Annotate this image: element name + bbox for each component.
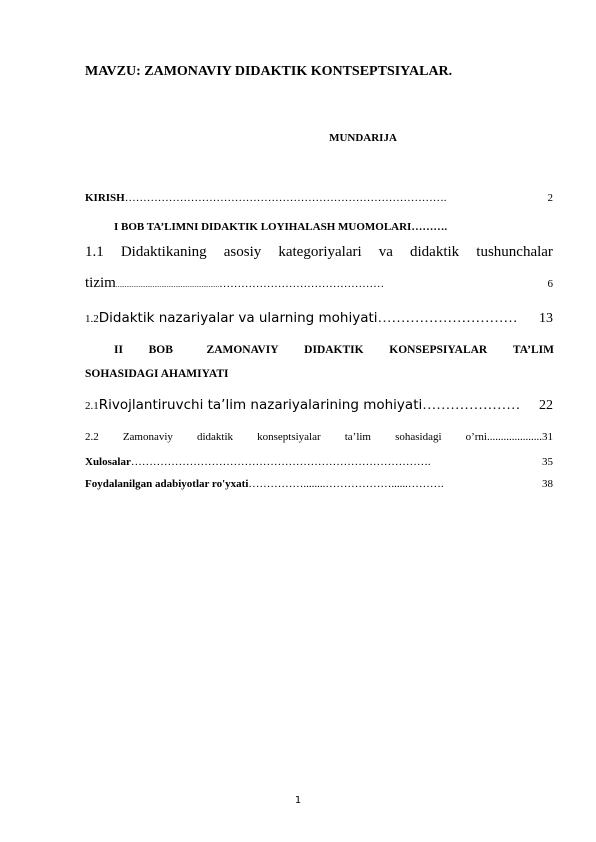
toc-word: sohasidagi bbox=[395, 431, 442, 443]
toc-entry-chapter-1[interactable] bbox=[114, 221, 554, 233]
toc-leader-dots: ………………………… bbox=[377, 311, 518, 326]
toc-page-number: 2 bbox=[547, 192, 553, 204]
toc-entry-chapter-2[interactable] bbox=[114, 344, 554, 356]
toc-leader-dots: ………. bbox=[411, 221, 448, 233]
toc-word: didaktik bbox=[196, 431, 234, 443]
toc-entry-label: tizim bbox=[85, 275, 116, 291]
toc-entry-label: Foydalanilgan adabiyotlar ro'yxati bbox=[85, 478, 249, 490]
toc-entry-section-2-1[interactable] bbox=[85, 397, 553, 414]
toc-word: kategoriyalari bbox=[278, 244, 362, 260]
toc-page-number: 22 bbox=[539, 398, 553, 413]
toc-word: ta’lim bbox=[344, 431, 371, 443]
toc-heading: MUNDARIJA bbox=[329, 132, 397, 144]
toc-page-number: 38 bbox=[542, 478, 553, 490]
toc-word: II bbox=[114, 344, 123, 356]
toc-entry-section-2-2[interactable] bbox=[85, 431, 553, 443]
toc-word: BOB bbox=[148, 344, 173, 356]
toc-word: didaktik bbox=[410, 244, 460, 260]
toc-entry-label: KIRISH bbox=[85, 192, 125, 204]
toc-leader-dots: ........................................................... bbox=[115, 281, 220, 289]
toc-word: 2.2 bbox=[85, 431, 99, 443]
toc-word: DIDAKTIK bbox=[304, 344, 364, 356]
toc-leader-dots: ………………………………………………………………………. bbox=[130, 456, 431, 468]
toc-entry-label: Didaktik nazariyalar va ularning mohiyati bbox=[98, 310, 378, 326]
page-number: 1 bbox=[294, 795, 302, 806]
toc-entry-label: I BOB TA’LIMNI DIDAKTIK LOYIHALASH MUOMOLARI bbox=[114, 221, 412, 233]
toc-entry-section-1-1[interactable] bbox=[85, 244, 553, 261]
toc-entry-label: Xulosalar bbox=[85, 456, 131, 468]
toc-entry-number: 1.2 bbox=[85, 313, 99, 325]
toc-entry-section-1-1-continued[interactable] bbox=[85, 275, 553, 292]
toc-page-number: 35 bbox=[542, 456, 553, 468]
toc-word: ZAMONAVIY bbox=[206, 344, 279, 356]
toc-word: TA’LIM bbox=[512, 344, 554, 356]
toc-word: Didaktikaning bbox=[120, 244, 207, 260]
toc-entry-adabiyotlar[interactable] bbox=[85, 478, 553, 490]
toc-word: va bbox=[378, 244, 393, 260]
toc-word: o’rni....................31 bbox=[465, 431, 553, 443]
toc-leader-dots: ……………………………………………………………………………. bbox=[124, 192, 447, 204]
toc-word: konseptsiyalar bbox=[257, 431, 321, 443]
toc-page-number: 13 bbox=[539, 311, 553, 326]
toc-entry-chapter-2-continued[interactable] bbox=[85, 368, 553, 380]
toc-entry-number: 2.1 bbox=[85, 400, 99, 412]
toc-entry-label: SOHASIDAGI AHAMIYATI bbox=[85, 368, 229, 380]
toc-leader-dots: ……………........………………......………. bbox=[248, 478, 444, 490]
toc-leader-dots: ……………………………………… bbox=[219, 278, 385, 290]
toc-word: Zamonaviy bbox=[122, 431, 173, 443]
toc-entry-label: Rivojlantiruvchi ta’lim nazariyalarining mohiyati bbox=[98, 397, 423, 413]
toc-word: tushunchalar bbox=[476, 244, 553, 260]
toc-entry-xulosalar[interactable] bbox=[85, 456, 553, 468]
toc-entry-section-1-2[interactable] bbox=[85, 310, 553, 327]
toc-entry-kirish[interactable] bbox=[85, 192, 553, 204]
toc-page-number: 6 bbox=[547, 278, 553, 290]
toc-word: KONSEPSIYALAR bbox=[389, 344, 488, 356]
document-title: MAVZU: ZAMONAVIY DIDAKTIK KONTSEPTSIYALAR. bbox=[85, 64, 453, 79]
toc-word: asosiy bbox=[223, 244, 262, 260]
toc-leader-dots: ………………… bbox=[422, 398, 521, 413]
toc-word: 1.1 bbox=[85, 244, 104, 260]
